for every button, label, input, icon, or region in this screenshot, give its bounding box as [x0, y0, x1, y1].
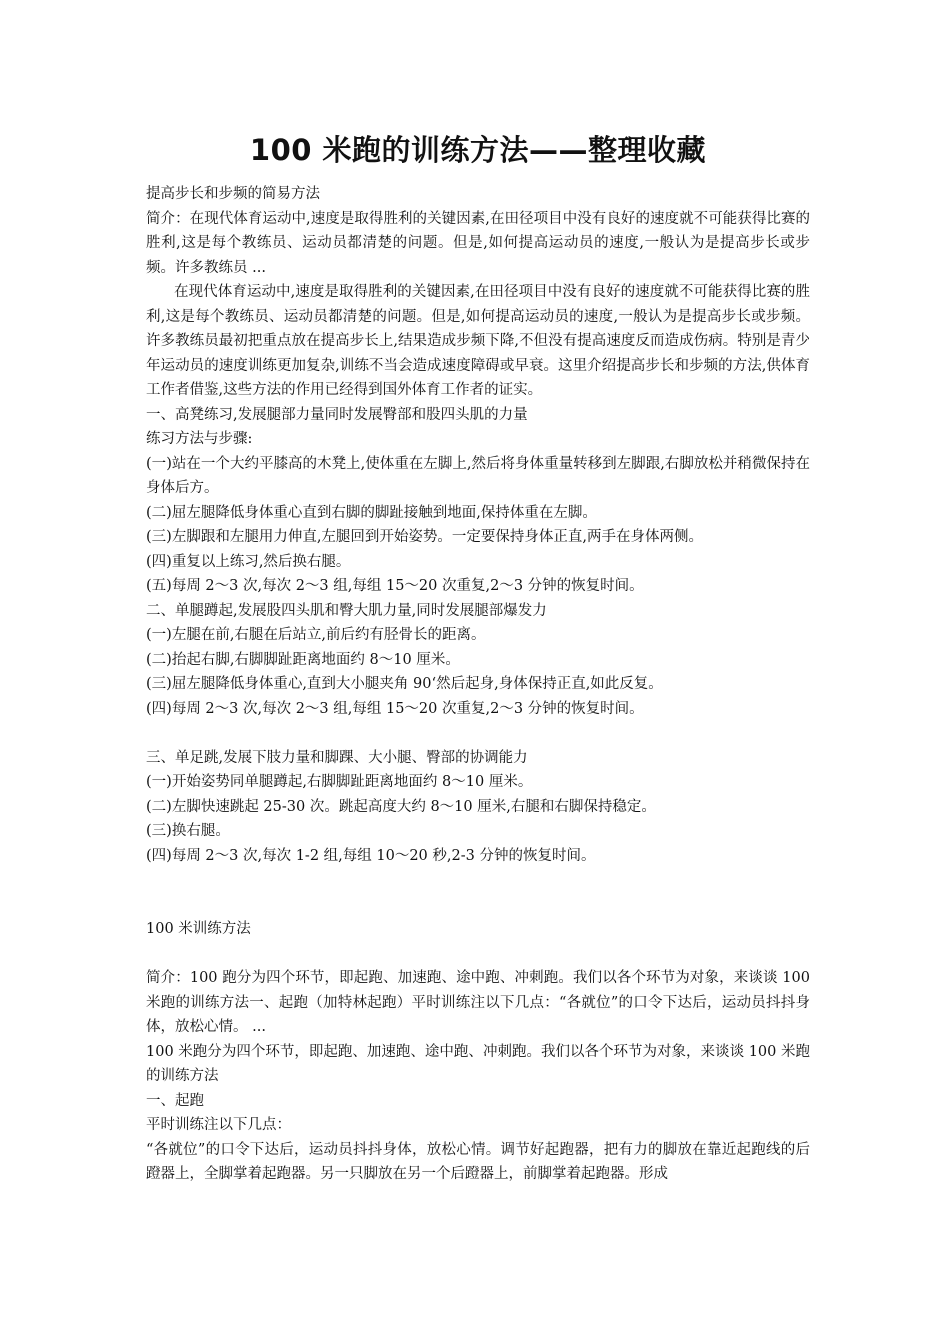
body-paragraph: “各就位”的口令下达后，运动员抖抖身体，放松心情。调节好起跑器，把有力的脚放在靠近起跑线的后蹬器上，全脚掌着起跑器。另一只脚放在另一个后蹬器上，前脚掌着起跑器。形成 — [146, 1141, 810, 1182]
section-heading-3: 三、单足跳,发展下肢力量和脚踝、大小腿、臀部的协调能力 — [146, 749, 528, 766]
list-item: (二)屈左腿降低身体重心直到右脚的脚趾接触到地面,保持体重在左脚。 — [146, 504, 597, 521]
subheading-100m-training: 100 米训练方法 — [146, 921, 251, 937]
summary-paragraph-2: 简介：100 跑分为四个环节，即起跑、加速跑、途中跑、冲刺跑。我们以各个环节为对象，来谈谈 100 米跑的训练方法一、起跑（加特林起跑）平时训练注以下几点：“各就位”的口令下达后，运动员抖抖身体，放松心情。 ... — [146, 970, 810, 1035]
section-heading-start: 一、起跑 — [146, 1092, 204, 1109]
list-item: (三)换右腿。 — [146, 823, 230, 839]
section-heading-2: 二、单腿蹲起,发展股四头肌和臀大肌力量,同时发展腿部爆发力 — [146, 602, 547, 619]
list-item: (五)每周 2～3 次,每次 2～3 组,每组 15～20 次重复,2～3 分钟的恢复时间。 — [146, 578, 644, 594]
subheading-stride-methods: 提高步长和步频的简易方法 — [146, 186, 320, 202]
list-item: (三)左脚跟和左腿用力伸直,左腿回到开始姿势。一定要保持身体正直,两手在身体两侧。 — [146, 529, 704, 545]
list-item: (三)屈左腿降低身体重心,直到大小腿夹角 90‘然后起身,身体保持正直,如此反复。 — [146, 676, 663, 692]
list-item: (一)站在一个大约平膝高的木凳上,使体重在左脚上,然后将身体重量转移到左脚跟,右脚放松并稍微保持在身体后方。 — [146, 455, 810, 496]
list-item: (一)左腿在前,右腿在后站立,前后约有胫骨长的距离。 — [146, 627, 486, 643]
document-body — [146, 130, 810, 1187]
method-steps-label: 练习方法与步骤: — [146, 431, 253, 447]
spacer — [146, 942, 810, 967]
list-item: (一)开始姿势同单腿蹲起,右脚脚趾距离地面约 8～10 厘米。 — [146, 774, 533, 790]
list-item: (四)每周 2～3 次,每次 2～3 组,每组 15～20 次重复,2～3 分钟的恢复时间。 — [146, 700, 644, 717]
intro-paragraph: 在现代体育运动中,速度是取得胜利的关键因素,在田径项目中没有良好的速度就不可能获得比赛的胜利,这是每个教练员、运动员都清楚的问题。但是,如何提高运动员的速度,一般认为是提高步长或步频。许多教练员最初把重点放在提高步长上,结果造成步频下降,不但没有提高速度反而造成伤病。特别是青少年运动员的速度训练更加复杂,训练不当会造成速度障碍或早衰。这里介绍提高步长和步频的方法,供体育工作者借鉴,这些方法的作用已经得到国外体育工作者的证实。 — [146, 284, 810, 398]
list-item: (二)左脚快速跳起 25-30 次。跳起高度大约 8～10 厘米,右腿和右脚保持稳定。 — [146, 798, 656, 815]
section-heading-1: 一、高凳练习,发展腿部力量同时发展臀部和股四头肌的力量 — [146, 406, 528, 423]
list-item: (四)重复以上练习,然后换右腿。 — [146, 553, 351, 570]
list-item: (二)抬起右脚,右脚脚趾距离地面约 8～10 厘米。 — [146, 651, 460, 668]
body-paragraph: 平时训练注以下几点： — [146, 1117, 291, 1133]
list-item: (四)每周 2～3 次,每次 1-2 组,每组 10～20 秒,2-3 分钟的恢复时间。 — [146, 847, 596, 864]
spacer — [146, 868, 810, 917]
body-paragraph: 100 米跑分为四个环节，即起跑、加速跑、途中跑、冲刺跑。我们以各个环节为对象，来谈谈 100 米跑的训练方法 — [146, 1043, 810, 1084]
document-title: 100 米跑的训练方法——整理收藏 — [249, 133, 707, 167]
spacer — [146, 721, 810, 746]
summary-paragraph: 简介：在现代体育运动中,速度是取得胜利的关键因素,在田径项目中没有良好的速度就不可能获得比赛的胜利,这是每个教练员、运动员都清楚的问题。但是,如何提高运动员的速度,一般认为是提高步长或步频。许多教练员 ... — [146, 210, 810, 276]
